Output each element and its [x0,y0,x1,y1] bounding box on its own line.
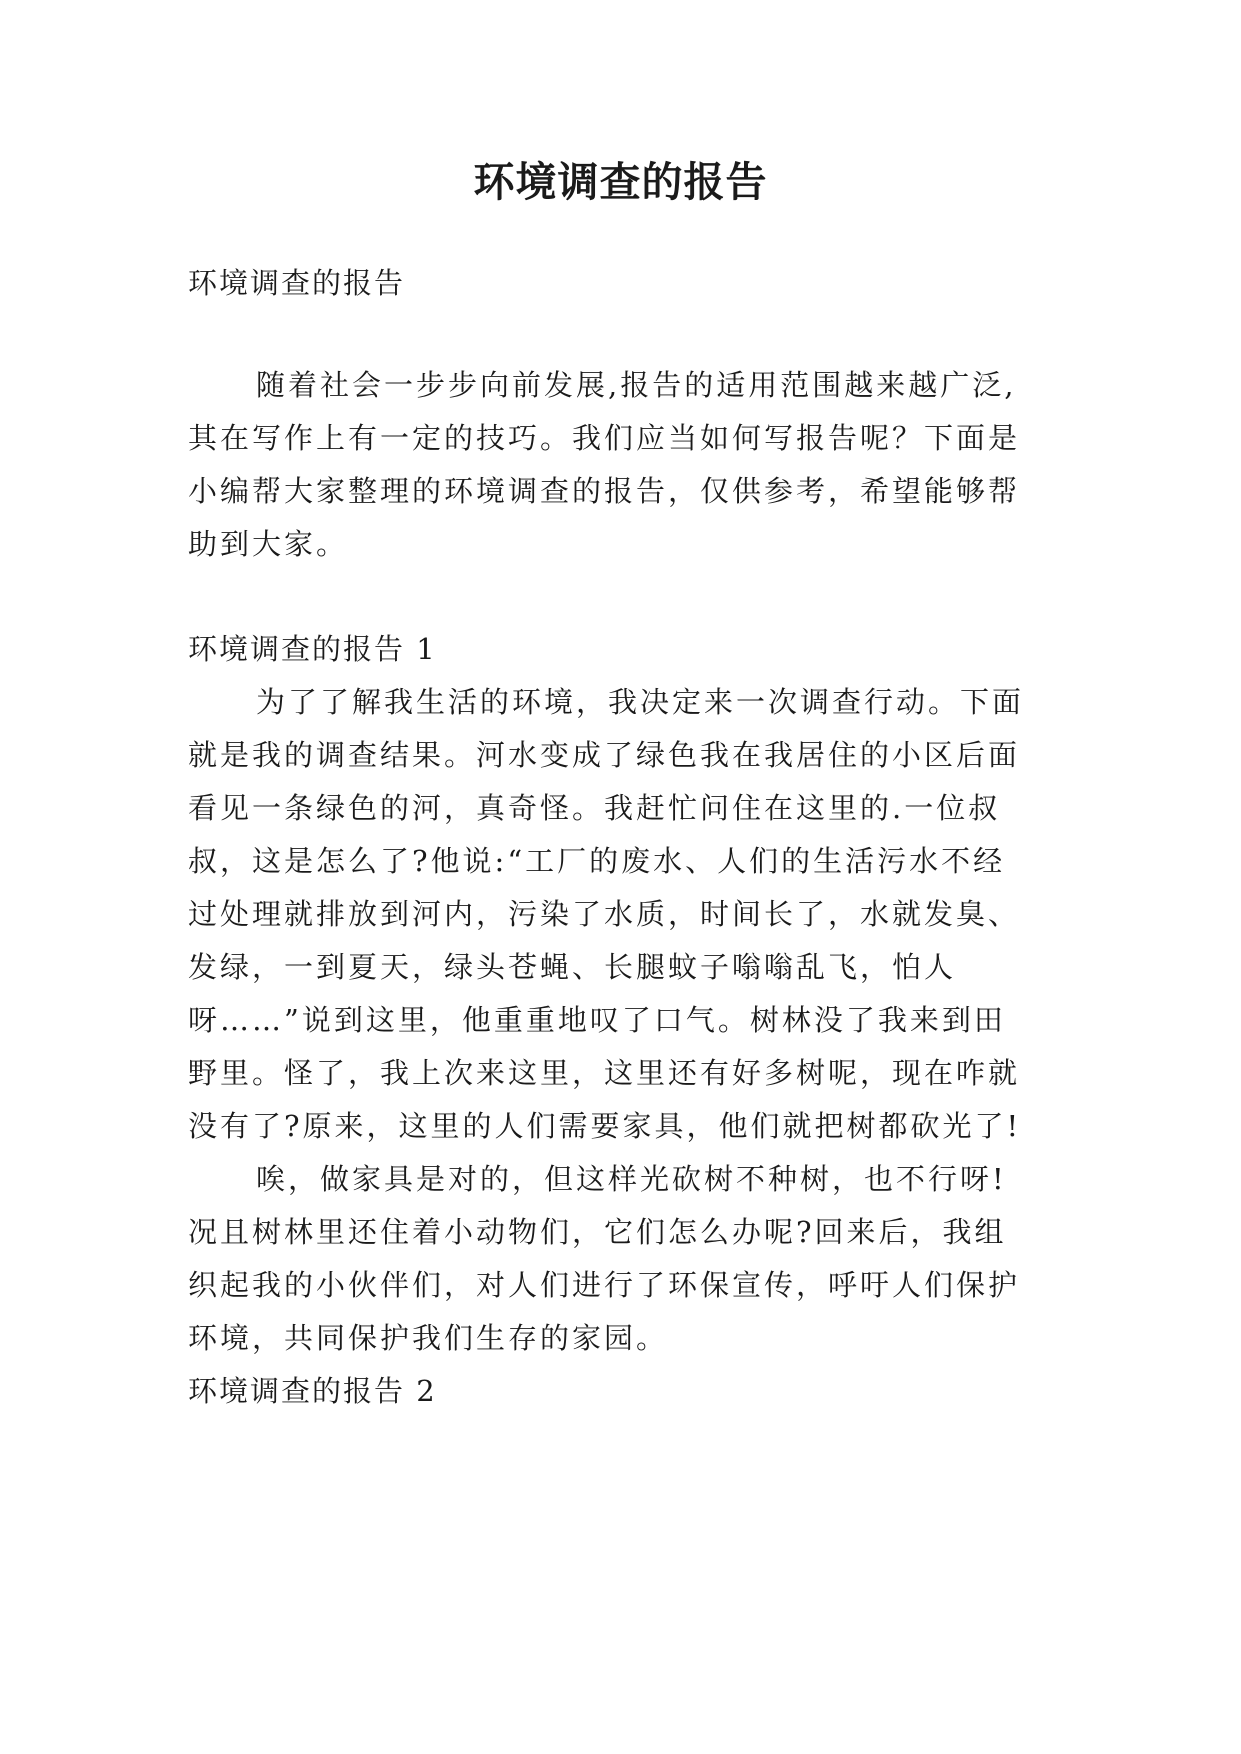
section1-line: 就是我的调查结果。河水变成了绿色我在我居住的小区后面 [188,738,1021,772]
section-heading-2: 环境调查的报告 2 [188,1374,437,1408]
section1-line: 野里。怪了，我上次来这里，这里还有好多树呢，现在咋就 [188,1056,1021,1090]
section-heading-1: 环境调查的报告 1 [188,632,437,666]
document-title: 环境调查的报告 [473,158,768,206]
section1-line: 叔，这是怎么了?他说:“工厂的废水、人们的生活污水不经 [188,844,1006,878]
section1-line: 况且树林里还住着小动物们，它们怎么办呢?回来后，我组 [188,1215,1007,1249]
section1-line: 唉，做家具是对的，但这样光砍树不种树，也不行呀! [256,1162,1007,1196]
document-subtitle: 环境调查的报告 [188,266,406,300]
section1-line: 织起我的小伙伴们，对人们进行了环保宣传，呼吁人们保护 [188,1268,1021,1302]
section1-line: 没有了?原来，这里的人们需要家具，他们就把树都砍光了! [188,1109,1022,1143]
section1-line: 发绿，一到夏天，绿头苍蝇、长腿蚊子嗡嗡乱飞，怕人 [188,950,957,984]
intro-line: 随着社会一步步向前发展,报告的适用范围越来越广泛, [256,368,1017,402]
section1-line: 为了了解我生活的环境，我决定来一次调查行动。下面 [256,685,1025,719]
section1-line: 过处理就排放到河内，污染了水质，时间长了，水就发臭、 [188,897,1021,931]
intro-line: 助到大家。 [188,527,349,561]
section1-line: 看见一条绿色的河，真奇怪。我赶忙问住在这里的.一位叔 [188,791,1001,825]
section1-line: 呀……”说到这里，他重重地叹了口气。树林没了我来到田 [188,1003,1006,1037]
section1-line: 环境，共同保护我们生存的家园。 [188,1321,669,1355]
intro-line: 小编帮大家整理的环境调查的报告，仅供参考，希望能够帮 [188,474,1021,508]
intro-line: 其在写作上有一定的技巧。我们应当如何写报告呢？下面是 [188,421,1021,455]
